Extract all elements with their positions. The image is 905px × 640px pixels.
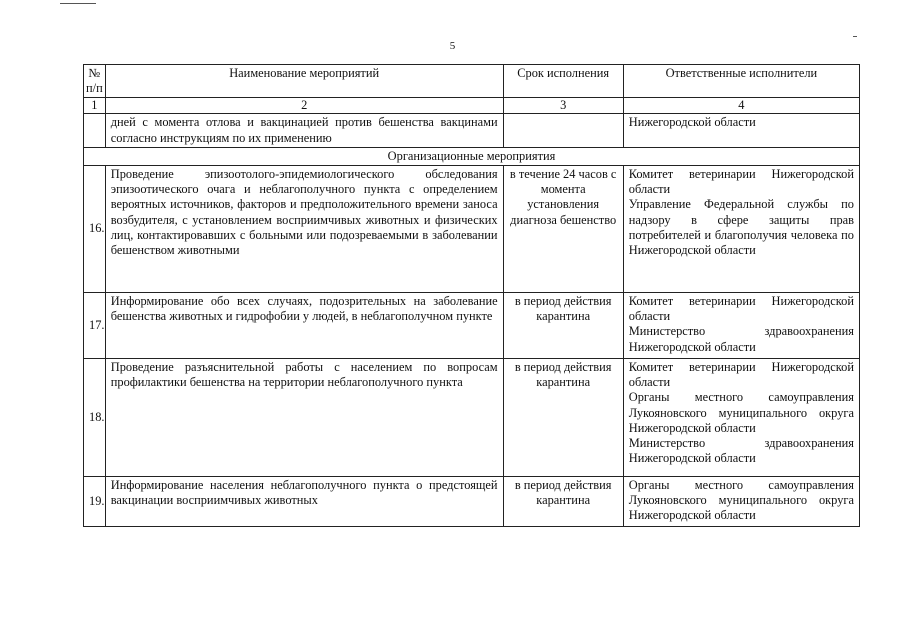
table-row	[84, 359, 860, 477]
responsible-item: Комитет ветеринарии Нижегородской области	[628, 294, 854, 324]
header-responsible: Ответственные исполнители	[623, 65, 859, 98]
column-number-4: 4	[623, 98, 859, 114]
responsible-item: Министерство здравоохранения Нижегородской области	[628, 436, 854, 466]
row-term: в период действия карантина	[503, 359, 623, 477]
row-number: 17.	[84, 293, 106, 359]
table-header-row	[84, 65, 860, 98]
row-number: 19.	[84, 477, 106, 527]
header-term: Срок исполнения	[503, 65, 623, 98]
responsible-item: Комитет ветеринарии Нижегородской области	[628, 360, 854, 390]
section-row	[84, 147, 860, 165]
row-responsible	[623, 166, 859, 293]
scan-mark-top-left	[60, 3, 96, 4]
row-name: Проведение эпизоотолого-эпидемиологического обследования эпизоотического очага и неблагополучного пункта с определением вероятных источников, факторов и предположительного времени заноса возбудителя, с установлением восприимчивых животных и физических лиц, контактировавших с больными или подозреваемыми в заболевании бешенством животными	[105, 166, 503, 293]
row-responsible	[623, 359, 859, 477]
table-row	[84, 166, 860, 293]
column-number-1: 1	[84, 98, 106, 114]
responsible-item: Комитет ветеринарии Нижегородской области	[628, 167, 854, 197]
row-term: в период действия карантина	[503, 293, 623, 359]
row-name: Информирование обо всех случаях, подозрительных на заболевание бешенства животных и гидрофобии у людей, в неблагополучном пункте	[105, 293, 503, 359]
row-responsible	[623, 293, 859, 359]
row-term: в течение 24 часов с момента установления диагноза бешенство	[503, 166, 623, 293]
column-number-3: 3	[503, 98, 623, 114]
column-numbers-row	[84, 98, 860, 114]
section-title: Организационные мероприятия	[84, 147, 860, 165]
header-name: Наименование мероприятий	[105, 65, 503, 98]
column-number-2: 2	[105, 98, 503, 114]
measures-table	[83, 64, 860, 527]
continuation-term	[503, 114, 623, 147]
row-responsible	[623, 477, 859, 527]
responsible-item: Органы местного самоуправления Лукояновского муниципального округа Нижегородской области	[628, 478, 854, 523]
header-num: № п/п	[84, 65, 106, 98]
row-term: в период действия карантина	[503, 477, 623, 527]
row-name: Проведение разъяснительной работы с населением по вопросам профилактики бешенства на территории неблагополучного пункта	[105, 359, 503, 477]
table-row	[84, 293, 860, 359]
responsible-item: Органы местного самоуправления Лукояновского муниципального округа Нижегородской области	[628, 390, 854, 435]
continuation-num	[84, 114, 106, 147]
page-number: 5	[449, 40, 456, 52]
continuation-responsible: Нижегородской области	[623, 114, 859, 147]
table-row	[84, 477, 860, 527]
scan-mark-right	[853, 36, 857, 37]
responsible-item: Управление Федеральной службы по надзору в сфере защиты прав потребителей и благополучия человека по Нижегородской области	[628, 197, 854, 258]
row-number: 18.	[84, 359, 106, 477]
responsible-item: Министерство здравоохранения Нижегородской области	[628, 324, 854, 354]
row-name: Информирование населения неблагополучного пункта о предстоящей вакцинации восприимчивых животных	[105, 477, 503, 527]
continuation-row	[84, 114, 860, 147]
row-number: 16.	[84, 166, 106, 293]
continuation-name: дней с момента отлова и вакцинацией против бешенства вакцинами согласно инструкциям по их применению	[105, 114, 503, 147]
